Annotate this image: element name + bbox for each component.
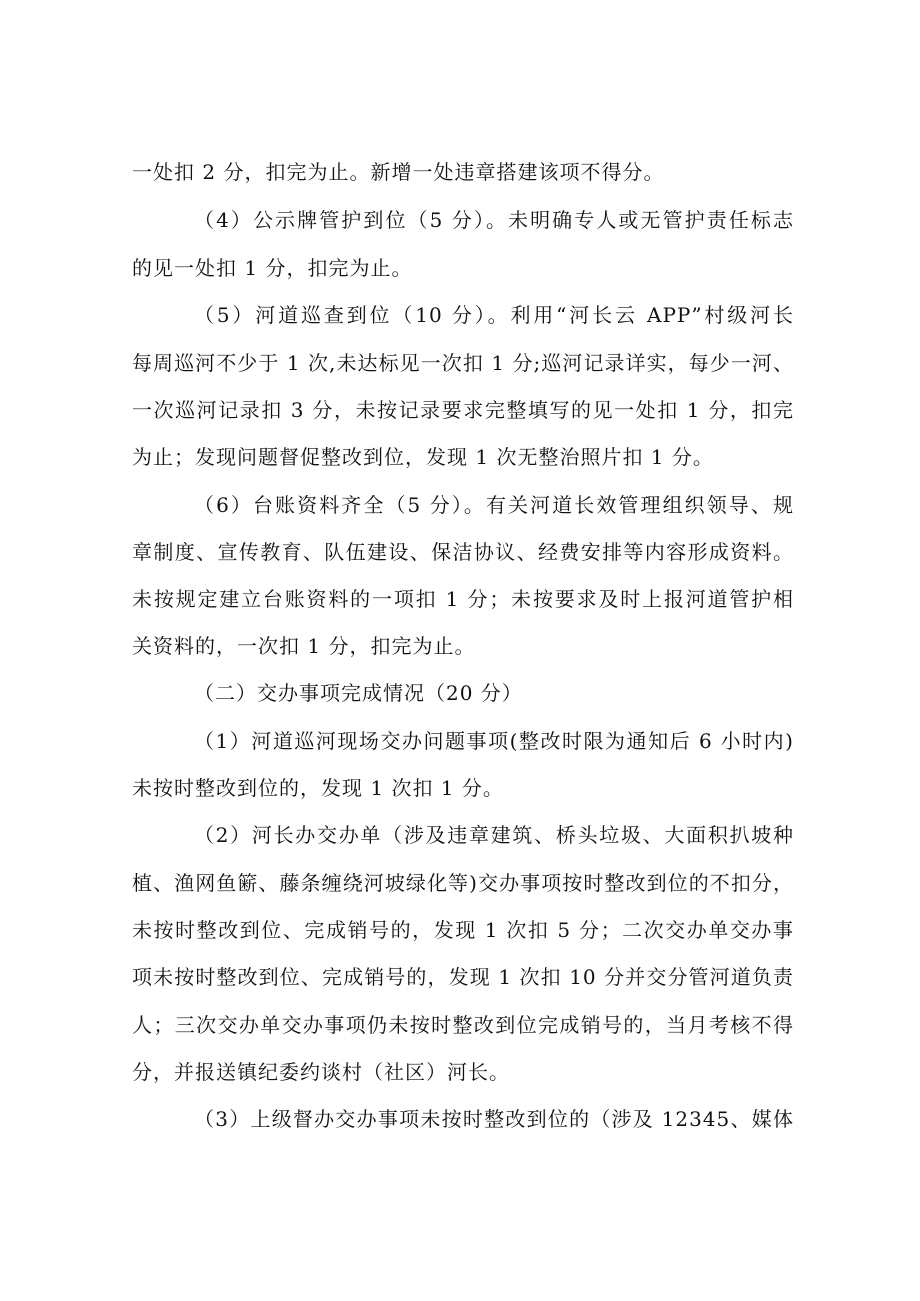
text-line: 每周巡河不少于 1 次,未达标见一次扣 1 分;巡河记录详实，每少一河、 bbox=[132, 351, 794, 375]
text-line: （2）河长办交办单（涉及违章建筑、桥头垃圾、大面积扒坡种 bbox=[194, 823, 794, 847]
text-line: 分，并报送镇纪委约谈村（社区）河长。 bbox=[132, 1060, 510, 1084]
text-line: 一处扣 2 分，扣完为止。新增一处违章搭建该项不得分。 bbox=[132, 160, 665, 184]
text-line: （1）河道巡河现场交办问题事项(整改时限为通知后 6 小时内) bbox=[194, 729, 794, 753]
text-line: （6）台账资料齐全（5 分）。有关河道长效管理组织领导、规 bbox=[194, 493, 794, 517]
text-line: 未按时整改到位、完成销号的，发现 1 次扣 5 分；二次交办单交办事 bbox=[132, 918, 794, 942]
text-line: 一次巡河记录扣 3 分，未按记录要求完整填写的见一处扣 1 分，扣完 bbox=[132, 398, 794, 422]
text-line: 植、渔网鱼簖、藤条缠绕河坡绿化等)交办事项按时整改到位的不扣分， bbox=[132, 871, 794, 895]
text-line: 章制度、宣传教育、队伍建设、保洁协议、经费安排等内容形成资料。 bbox=[132, 540, 794, 564]
text-line: 未按规定建立台账资料的一项扣 1 分；未按要求及时上报河道管护相 bbox=[132, 587, 794, 611]
text-line: （3）上级督办交办事项未按时整改到位的（涉及 12345、媒体 bbox=[194, 1107, 794, 1131]
text-line: （4）公示牌管护到位（5 分）。未明确专人或无管护责任标志 bbox=[194, 208, 794, 232]
section-heading: （二）交办事项完成情况（20 分） bbox=[194, 681, 523, 705]
text-line: 项未按时整改到位、完成销号的，发现 1 次扣 10 分并交分管河道负责 bbox=[132, 965, 794, 989]
text-line: 的见一处扣 1 分，扣完为止。 bbox=[132, 256, 413, 280]
text-line: 为止；发现问题督促整改到位，发现 1 次无整治照片扣 1 分。 bbox=[132, 445, 714, 469]
text-line: 人；三次交办单交办事项仍未按时整改到位完成销号的，当月考核不得 bbox=[132, 1013, 794, 1037]
text-line: 未按时整改到位的，发现 1 次扣 1 分。 bbox=[132, 776, 504, 800]
text-line: 关资料的，一次扣 1 分，扣完为止。 bbox=[132, 634, 476, 658]
text-line: （5）河道巡查到位（10 分）。利用“河长云 APP”村级河长 bbox=[194, 303, 794, 327]
